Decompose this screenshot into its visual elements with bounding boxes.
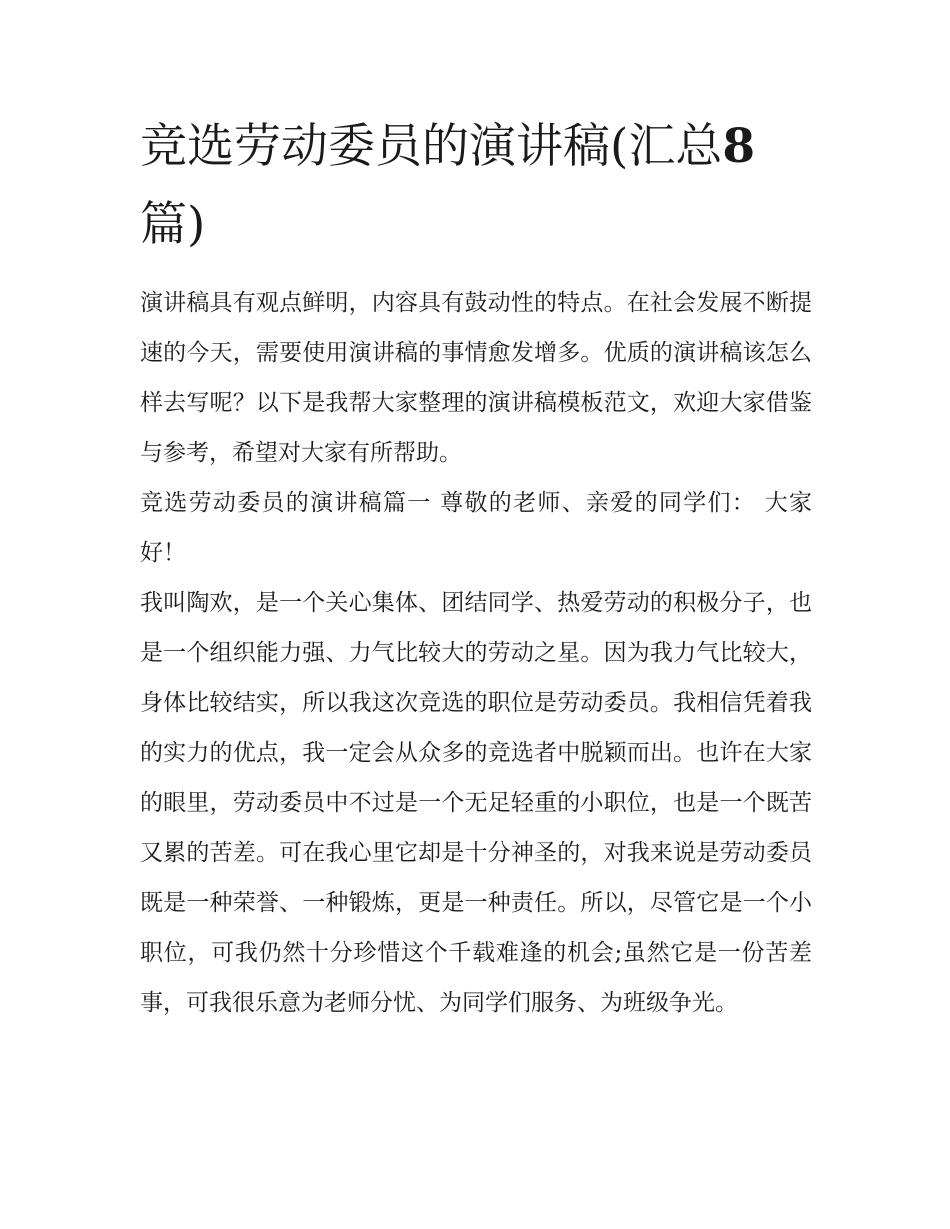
- title-text: 竞选劳动委员的演讲稿(汇总: [140, 119, 723, 174]
- document-page: [140, 108, 812, 1028]
- document-title: [140, 108, 812, 264]
- section-heading-paragraph: 竞选劳动委员的演讲稿篇一 尊敬的老师、亲爱的同学们： 大家好！: [140, 490, 812, 566]
- body-paragraph: 我叫陶欢，是一个关心集体、团结同学、热爱劳动的积极分子，也是一个组织能力强、力气比较大的劳动之星。因为我力气比较大，身体比较结实，所以我这次竞选的职位是劳动委员。我相信凭着我的实力的优点，我一定会从众多的竞选者中脱颖而出。也许在大家的眼里，劳动委员中不过是一个无足轻重的小职位，也是一个既苦又累的苦差。可在我心里它却是十分神圣的，对我来说是劳动委员既是一种荣誉、一种锻炼，更是一种责任。所以，尽管它是一个小职位，可我仍然十分珍惜这个千载难逢的机会;虽然它是一份苦差事，可我很乐意为老师分忧、为同学们服务、为班级争光。: [140, 590, 812, 1016]
- title-tail: 篇): [140, 197, 206, 252]
- intro-paragraph: 演讲稿具有观点鲜明，内容具有鼓动性的特点。在社会发展不断提速的今天，需要使用演讲稿的事情愈发增多。优质的演讲稿该怎么样去写呢？以下是我帮大家整理的演讲稿模板范文，欢迎大家借鉴与参考，希望对大家有所帮助。: [140, 290, 812, 466]
- title-number: 8: [722, 119, 756, 174]
